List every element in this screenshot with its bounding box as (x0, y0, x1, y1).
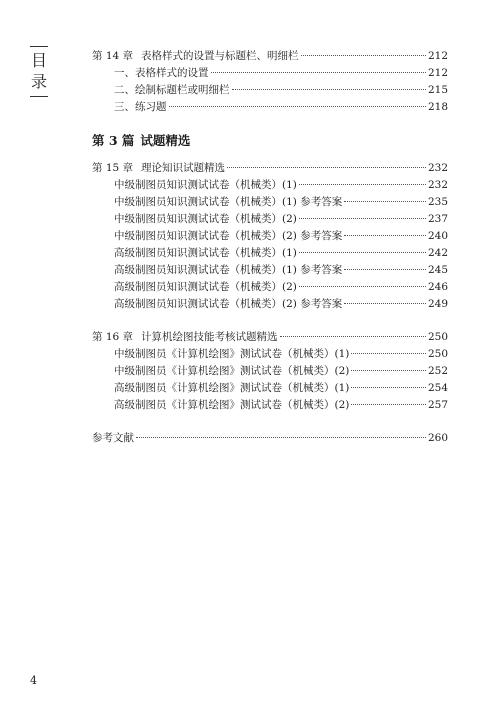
part-title: 试题精选 (140, 133, 191, 148)
leader-dots (280, 335, 426, 337)
entry-title: 中级制图员知识测试试卷（机械类）(2) (114, 213, 297, 225)
entry-title: 中级制图员知识测试试卷（机械类）(1) (114, 179, 297, 191)
leader-dots (169, 105, 426, 107)
entry-title: 高级制图员知识测试试卷（机械类）(2) (114, 281, 297, 293)
page-ref: 242 (427, 247, 448, 259)
page-ref: 235 (427, 196, 448, 208)
chapter-number: 第 14 章 (92, 50, 134, 62)
page-ref: 212 (427, 67, 448, 79)
page-ref: 257 (427, 399, 448, 411)
leader-dots (351, 403, 426, 405)
toc-chapter-15[interactable] (92, 160, 448, 177)
chapter-title: 计算机绘图技能考核试题精选 (141, 331, 278, 343)
leader-dots (351, 369, 426, 371)
chapter-number: 第 15 章 (92, 162, 134, 174)
leader-dots (299, 217, 426, 219)
leader-dots (301, 54, 426, 56)
leader-dots (351, 386, 426, 388)
leader-dots (344, 234, 426, 236)
page-ref: 249 (427, 298, 448, 310)
toc-entry[interactable] (92, 177, 448, 194)
entry-title: 一、表格样式的设置 (114, 67, 209, 79)
chapter-title: 理论知识试题精选 (141, 162, 226, 174)
entry-title: 中级制图员知识测试试卷（机械类）(1) 参考答案 (114, 196, 343, 208)
page-number: 4 (30, 674, 37, 687)
toc-entry[interactable] (92, 380, 448, 397)
page-ref: 215 (427, 84, 448, 96)
entry-title: 高级制图员《计算机绘图》测试试卷（机械类）(1) (114, 382, 350, 394)
entry-title: 高级制图员知识测试试卷（机械类）(2) 参考答案 (114, 298, 343, 310)
entry-title: 中级制图员《计算机绘图》测试试卷（机械类）(2) (114, 365, 350, 377)
leader-dots (299, 251, 426, 253)
page-ref: 254 (427, 382, 448, 394)
references-title: 参考文献 (92, 432, 134, 444)
toc-entry[interactable] (92, 211, 448, 228)
chapter-title: 表格样式的设置与标题栏、明细栏 (141, 50, 299, 62)
page-ref: 245 (427, 264, 448, 276)
leader-dots (299, 183, 426, 185)
toc-entry[interactable] (92, 245, 448, 262)
toc-entry[interactable] (92, 363, 448, 380)
toc-chapter-14[interactable] (92, 48, 448, 65)
leader-dots (299, 285, 426, 287)
table-of-contents (92, 48, 448, 447)
page-ref: 252 (427, 365, 448, 377)
page-ref: 250 (427, 331, 448, 343)
leader-dots (211, 71, 426, 73)
leader-dots (136, 436, 426, 438)
entry-title: 高级制图员《计算机绘图》测试试卷（机械类）(2) (114, 399, 350, 411)
page-ref: 218 (427, 101, 448, 113)
toc-entry[interactable] (92, 82, 448, 99)
entry-title: 高级制图员知识测试试卷（机械类）(1) 参考答案 (114, 264, 343, 276)
section-gap (92, 414, 448, 430)
entry-title: 高级制图员知识测试试卷（机械类）(1) (114, 247, 297, 259)
toc-chapter-16[interactable] (92, 329, 448, 346)
toc-entry[interactable] (92, 279, 448, 296)
page-ref: 232 (427, 162, 448, 174)
entry-title: 二、绘制标题栏或明细栏 (114, 84, 230, 96)
section-gap (92, 313, 448, 329)
page-ref: 246 (427, 281, 448, 293)
leader-dots (344, 302, 426, 304)
page-ref: 260 (427, 432, 448, 444)
toc-entry[interactable] (92, 99, 448, 116)
chapter-number: 第 16 章 (92, 331, 134, 343)
side-label (30, 46, 48, 97)
leader-dots (344, 268, 426, 270)
leader-dots (344, 200, 426, 202)
toc-entry[interactable] (92, 65, 448, 82)
side-rule-bottom (30, 96, 48, 97)
page-ref: 240 (427, 230, 448, 242)
toc-entry[interactable] (92, 194, 448, 211)
page-ref: 250 (427, 348, 448, 360)
entry-title: 中级制图员《计算机绘图》测试试卷（机械类）(1) (114, 348, 350, 360)
side-title: 目录 (30, 51, 47, 91)
toc-references[interactable] (92, 430, 448, 447)
part-number: 第 3 篇 (92, 133, 135, 148)
toc-entry[interactable] (92, 262, 448, 279)
page-ref: 212 (427, 50, 448, 62)
toc-entry[interactable] (92, 346, 448, 363)
toc-entry[interactable] (92, 397, 448, 414)
page-ref: 237 (427, 213, 448, 225)
leader-dots (351, 352, 426, 354)
leader-dots (227, 166, 426, 168)
toc-entry[interactable] (92, 296, 448, 313)
side-rule-top (30, 46, 48, 47)
entry-title: 三、练习题 (114, 101, 167, 113)
entry-title: 中级制图员知识测试试卷（机械类）(2) 参考答案 (114, 230, 343, 242)
toc-part-3[interactable] (92, 131, 448, 151)
page-ref: 232 (427, 179, 448, 191)
toc-entry[interactable] (92, 228, 448, 245)
leader-dots (232, 88, 426, 90)
